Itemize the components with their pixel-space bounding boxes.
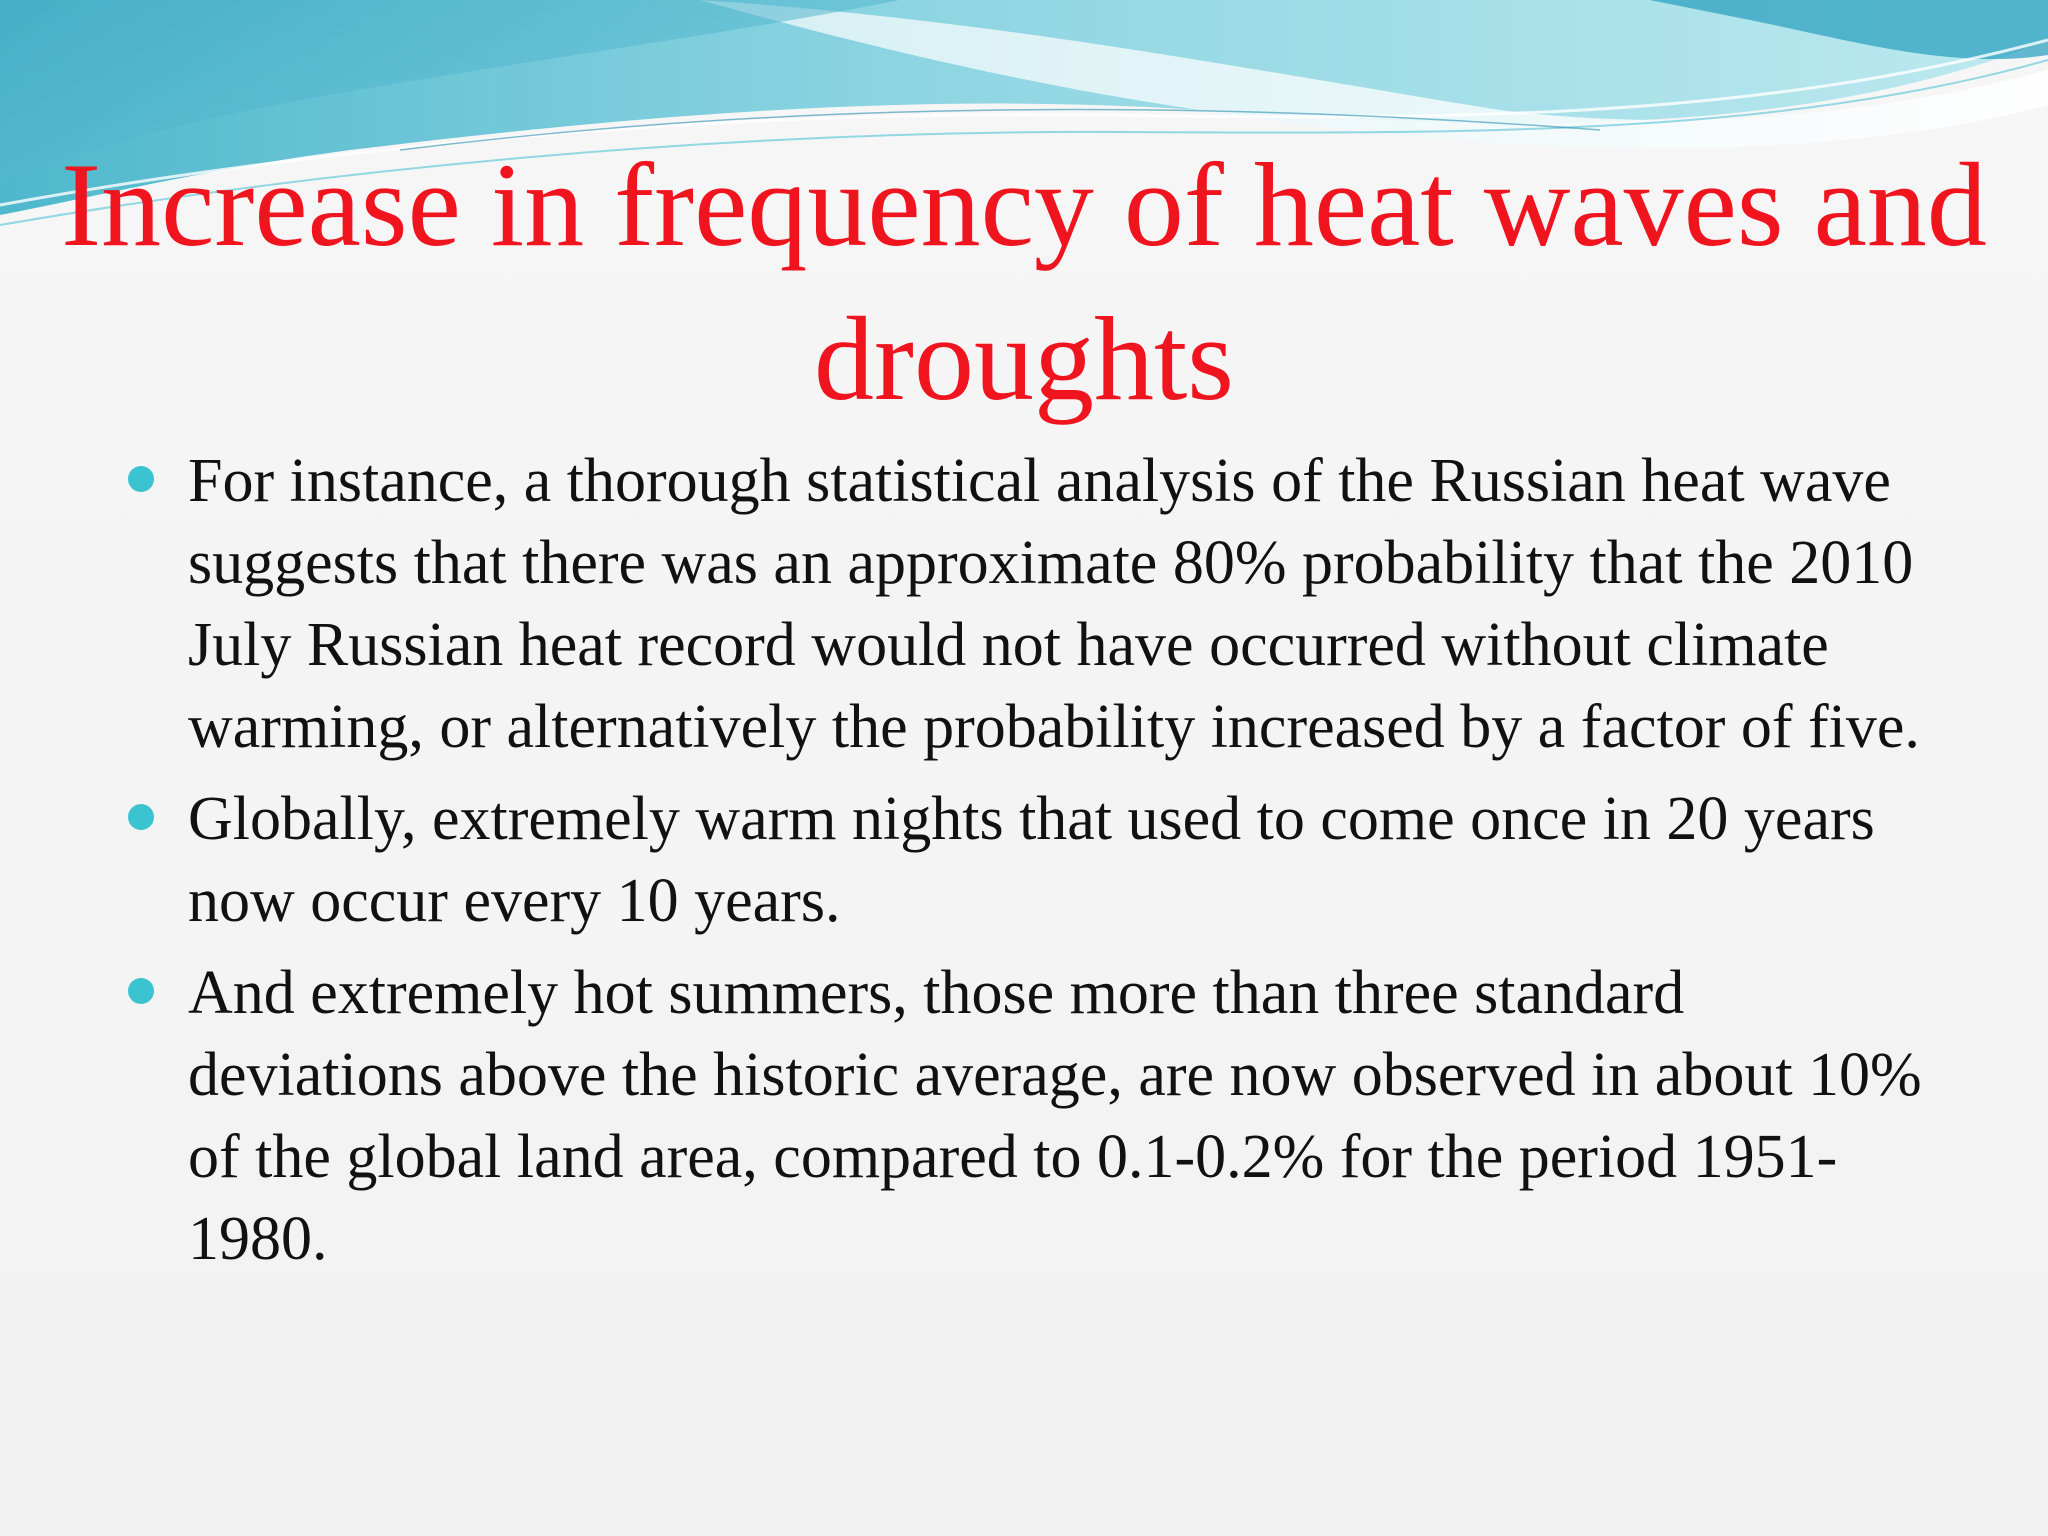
bullet-item bbox=[128, 440, 1928, 768]
bullet-text: For instance, a thorough statistical analysis of the Russian heat wave suggests that there was an approximate 80% probability that the 2010 July Russian heat record would not have occurred without climate warming, or alternatively the probability increased by a factor of five. bbox=[188, 447, 1920, 761]
bullet-text: Globally, extremely warm nights that used to come once in 20 years now occur every 10 years. bbox=[188, 785, 1875, 935]
bullet-item bbox=[128, 778, 1928, 942]
bullet-text: And extremely hot summers, those more than three standard deviations above the historic average, are now observed in about 10% of the global land area, compared to 0.1-0.2% for the period 1951-1980. bbox=[188, 959, 1922, 1273]
bullet-dot-icon bbox=[128, 804, 154, 830]
bullet-list bbox=[128, 440, 1928, 1290]
bullet-dot-icon bbox=[128, 978, 154, 1004]
bullet-item bbox=[128, 952, 1928, 1280]
bullet-dot-icon bbox=[128, 466, 154, 492]
slide-title: Increase in frequency of heat waves and droughts bbox=[61, 138, 1987, 425]
